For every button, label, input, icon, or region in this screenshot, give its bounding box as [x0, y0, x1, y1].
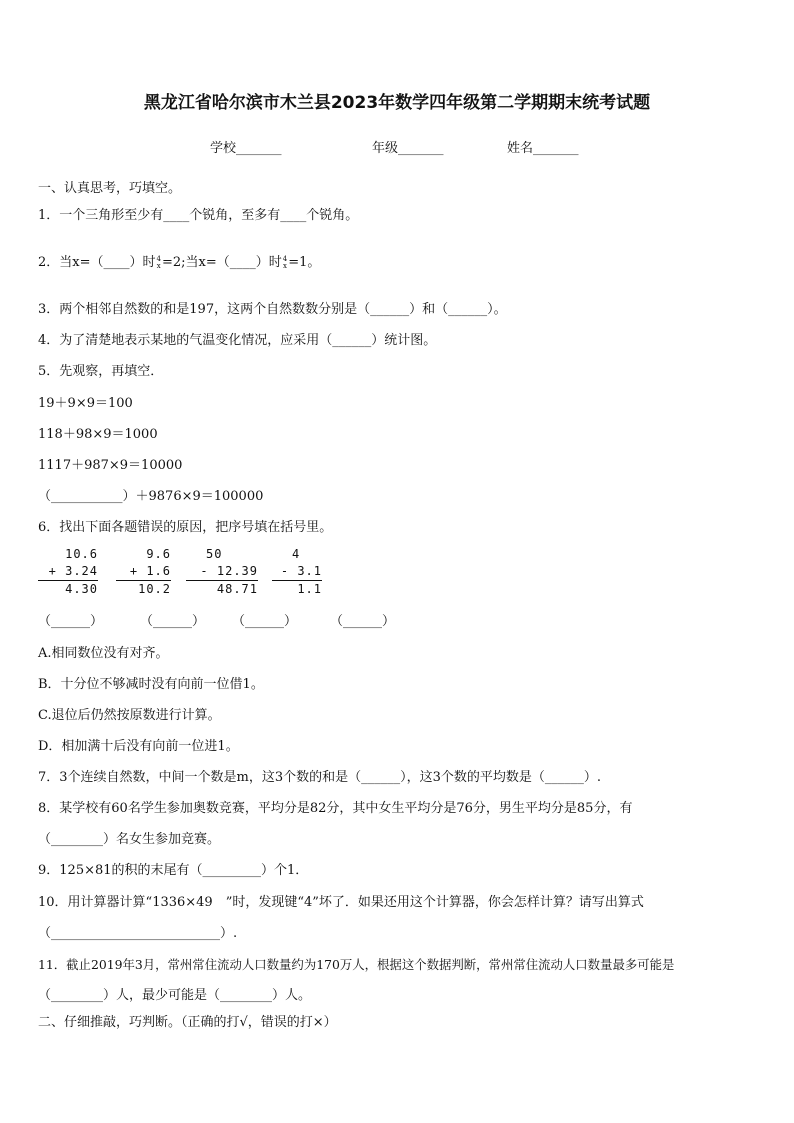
- section-2-heading: 二、仔细推敲，巧判断。（正确的打√，错误的打×）: [38, 1015, 337, 1030]
- option-d: D．相加满十后没有向前一位进1。: [38, 739, 239, 754]
- question-5: 5．先观察，再填空．: [38, 364, 164, 379]
- answer-blank-2[interactable]: （______）: [140, 614, 206, 629]
- question-3: 3．两个相邻自然数的和是197，这两个自然数数分别是（______）和（______）。: [38, 302, 507, 317]
- question-11: 11．截止2019年3月，常州常住流动人口数量约为170万人，根据这个数据判断，常州常住流动人口数量最多可能是: [38, 957, 675, 972]
- option-b: B．十分位不够减时没有向前一位借1。: [38, 677, 264, 692]
- question-8-continued: （________）名女生参加竞赛。: [38, 832, 221, 847]
- question-5-line-4: （___________）＋9876×9＝100000: [38, 489, 264, 504]
- question-2: [38, 255, 320, 271]
- question-11-continued: （________）人，最少可能是（________）人。: [38, 988, 312, 1003]
- vertical-calc-4: 4 - 3.1 1.1: [272, 546, 322, 598]
- page-title: 黑龙江省哈尔滨市木兰县2023年数学四年级第二学期期末统考试题: [143, 93, 651, 113]
- name-field[interactable]: 姓名_______: [507, 141, 579, 156]
- vertical-calc-2: 9.6 + 1.6 10.2: [116, 546, 171, 598]
- grade-field[interactable]: 年级_______: [372, 141, 444, 156]
- vertical-calc-3: 50 - 12.39 48.71: [186, 546, 258, 598]
- question-5-line-3: 1117＋987×9＝10000: [38, 458, 183, 473]
- question-6: 6．找出下面各题错误的原因，把序号填在括号里。: [38, 520, 333, 535]
- question-10: 10．用计算器计算“1336×49 ”时，发现键“4”坏了．如果还用这个计算器，你会怎样计算？请写出算式: [38, 895, 644, 910]
- school-field[interactable]: 学校_______: [210, 141, 282, 156]
- question-5-line-2: 118＋98×9＝1000: [38, 427, 158, 442]
- option-a: A.相同数位没有对齐。: [38, 646, 169, 661]
- question-4: 4．为了清楚地表示某地的气温变化情况，应采用（______）统计图。: [38, 333, 437, 348]
- question-2-part-a: 2．当x=（____）时: [38, 255, 156, 270]
- question-7: 7．3个连续自然数，中间一个数是m，这3个数的和是（______），这3个数的平均数是（______）.: [38, 770, 602, 785]
- question-8: 8．某学校有60名学生参加奥数竞赛，平均分是82分，其中女生平均分是76分，男生平均分是85分，有: [38, 801, 633, 816]
- answer-blank-1[interactable]: （______）: [38, 614, 104, 629]
- fraction-4-over-x: 4 x: [156, 254, 161, 270]
- question-2-part-c: =1。: [288, 255, 321, 270]
- vertical-calc-1: 10.6 + 3.24 4.30: [38, 546, 98, 598]
- option-c: C.退位后仍然按原数进行计算。: [38, 708, 221, 723]
- answer-blank-4[interactable]: （______）: [330, 614, 396, 629]
- question-1: 1．一个三角形至少有____个锐角，至多有____个锐角。: [38, 208, 359, 223]
- question-9: 9．125×81的积的末尾有（_________）个1．: [38, 863, 309, 878]
- question-2-part-b: =2;当x=（____）时: [161, 255, 282, 270]
- answer-blank-3[interactable]: （______）: [232, 614, 298, 629]
- question-5-line-1: 19＋9×9＝100: [38, 396, 133, 411]
- section-1-heading: 一、认真思考，巧填空。: [38, 181, 182, 196]
- fraction-4-over-x-2: 4 x: [282, 254, 288, 270]
- question-10-continued: （__________________________）.: [38, 926, 238, 941]
